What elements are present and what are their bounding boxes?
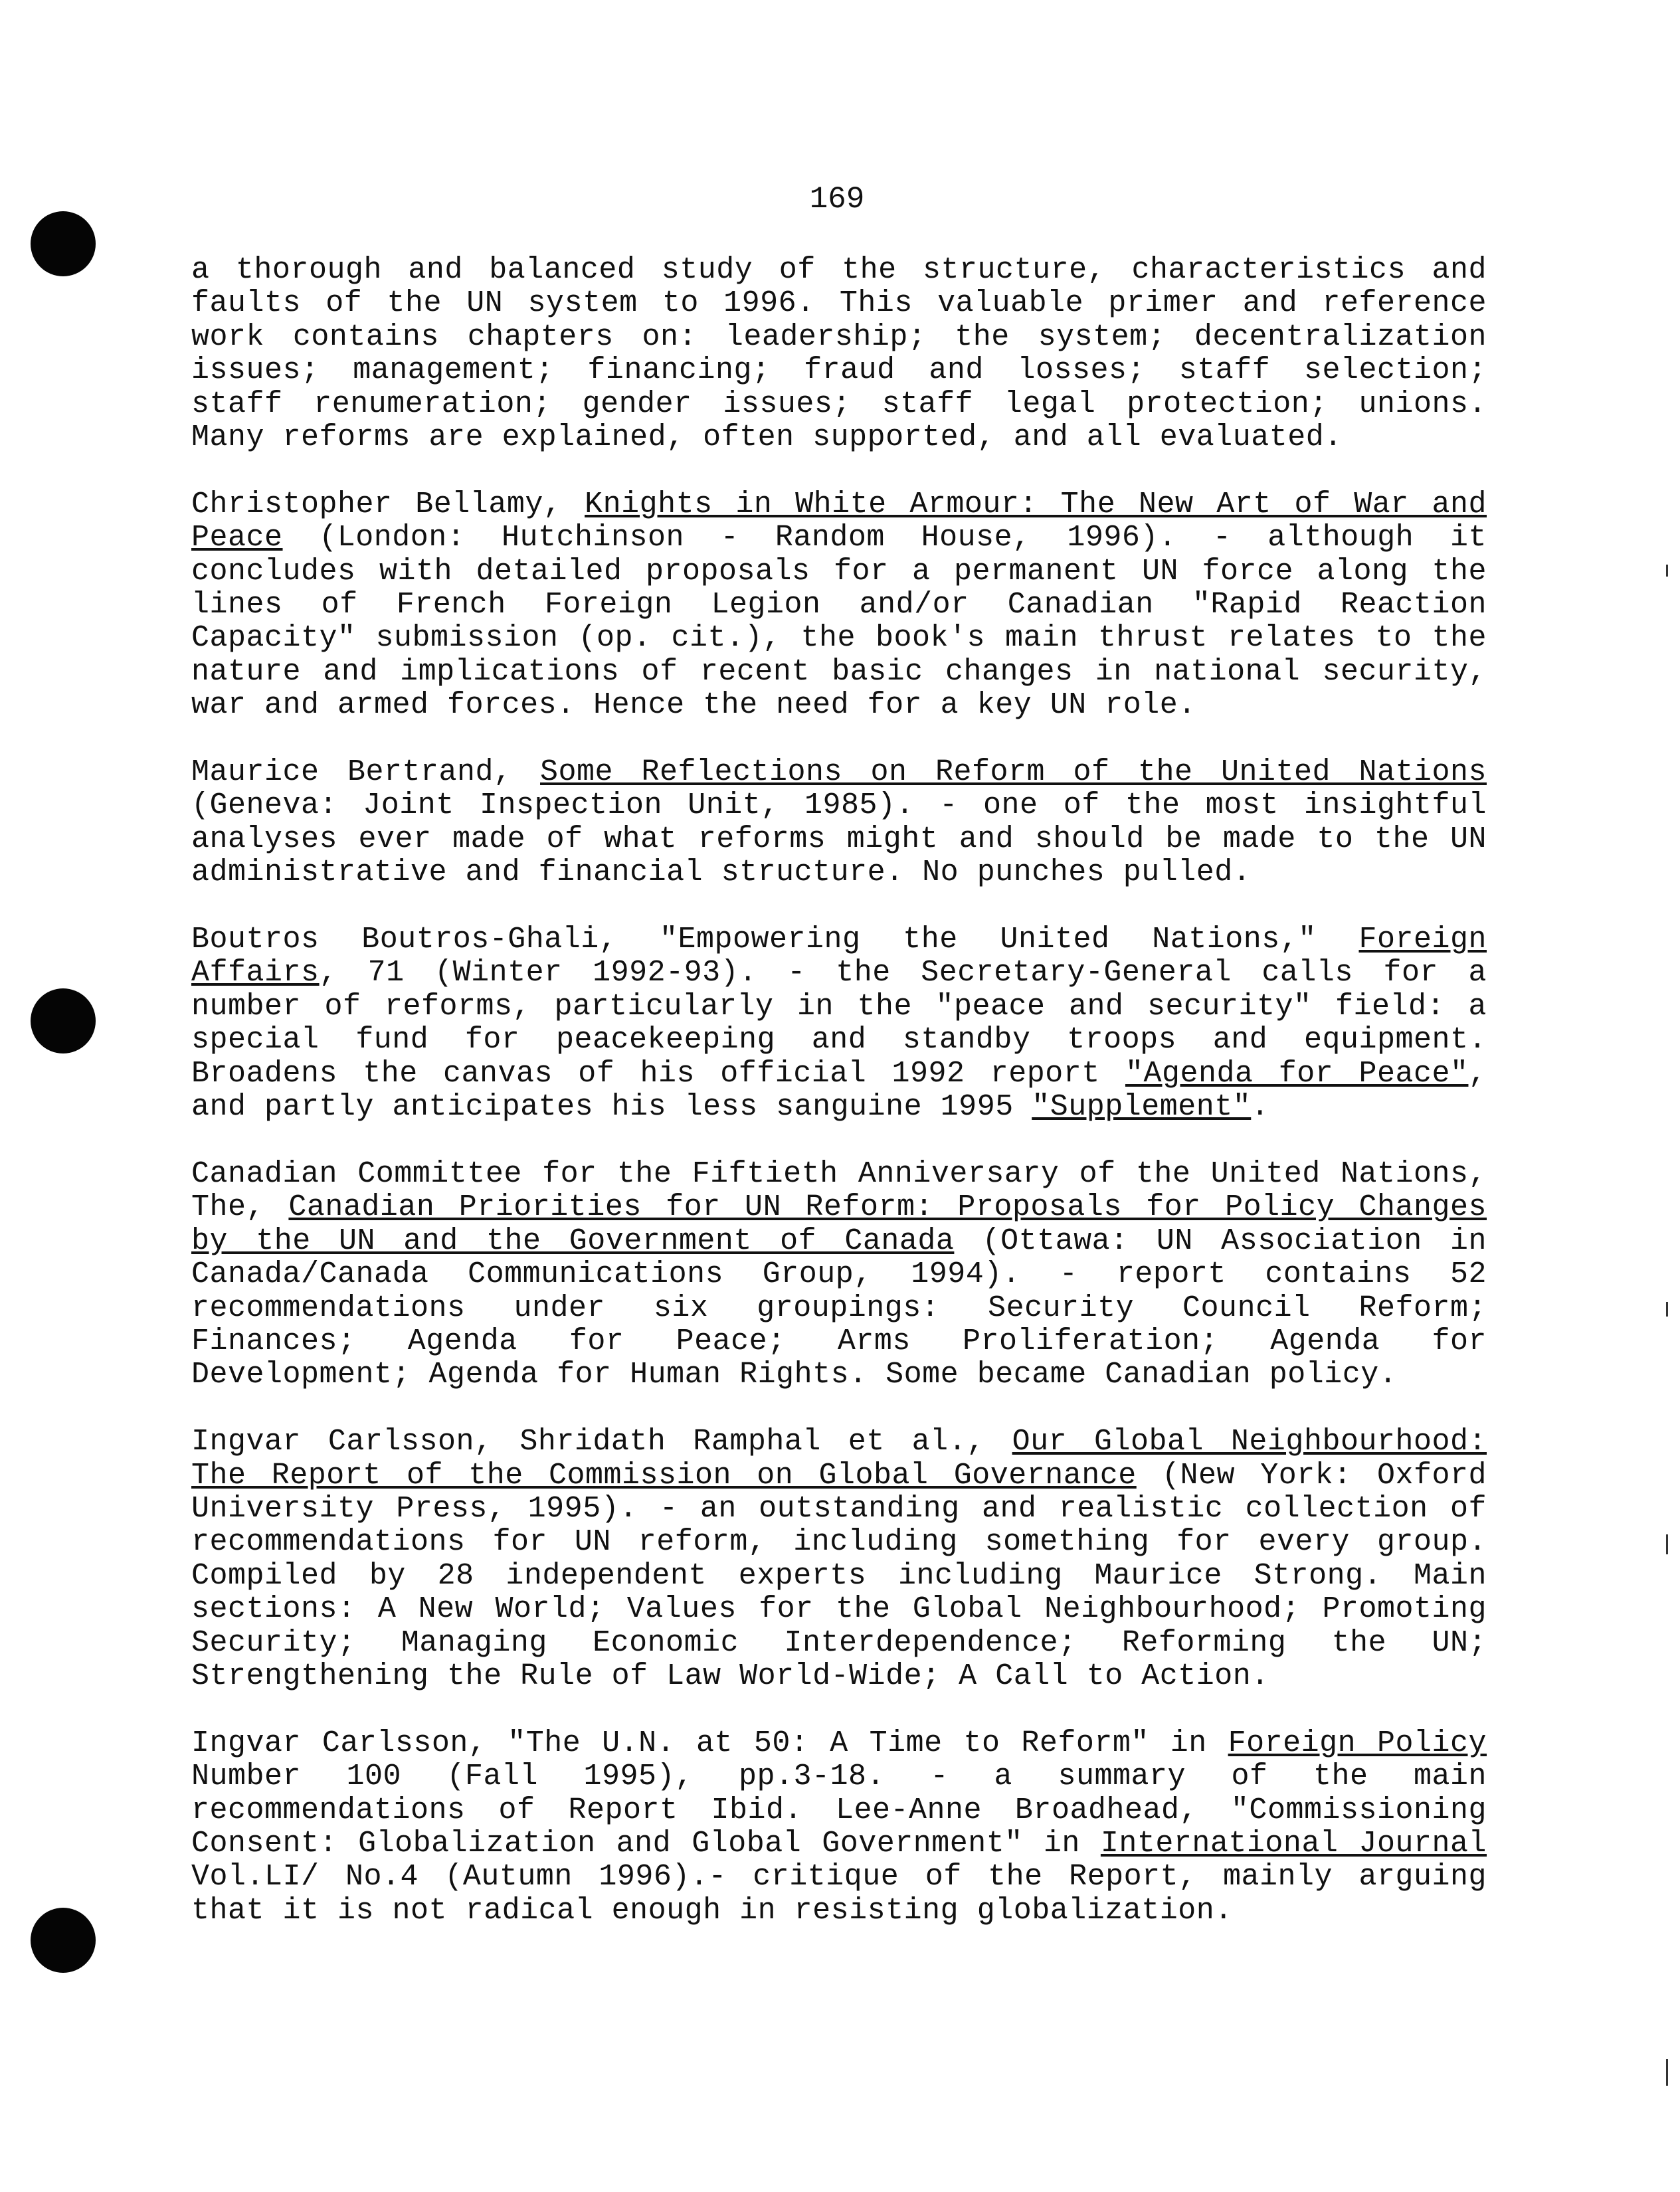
entry-journal: Foreign Affairs [191,923,1487,990]
entry-author: Ingvar Carlsson, "The U.N. at 50: A Time to Reform" in [191,1726,1228,1760]
entry-annotation: , 71 (Winter 1992-93). - the Secretary-General calls for a number of reforms, particularly in the "peace and security" field: a special fund for peacekeeping and standby troops and equipment. Broadens the canvas of his official 1992 report [191,956,1487,1091]
entry-annotation: (New York: Oxford University Press, 1995). - an outstanding and realistic collection of recommendations for UN reform, including something for every group. Compiled by 28 independent experts including Maurice Strong. Main sections: A New World; Values for the Global Neighbourhood; Promoting Security; Managing Economic Interdependence; Reforming the UN; Strengthening the Rule of Law World-Wide; A Call to Action. [191,1458,1487,1693]
bibliography-entry-carlsson-ramphal [191,1425,1487,1693]
binder-hole [31,211,96,276]
entry-annotation: (London: Hutchinson - Random House, 1996). - although it concludes with detailed proposals for a permanent UN force along the lines of French Foreign Legion and/or Canadian "Rapid Reaction Capacity" submission (op. cit.), the book's main thrust relates to the nature and implications of recent basic changes in national security, war and armed forces. Hence the need for a key UN role. [191,521,1487,723]
entry-annotation: (Ottawa: UN Association in Canada/Canada Communications Group, 1994). - report contains 52 recommendations under six groupings: Security Council Reform; Finances; Agenda for Peace; Arms Proliferation; Agenda for Development; Agenda for Human Rights. Some became Canadian policy. [191,1224,1487,1392]
bibliography-entry-bertrand [191,756,1487,890]
entry-annotation-end: Vol.LI/ No.4 (Autumn 1996).- critique of the Report, mainly arguing that it is not radical enough in resisting globalization. [191,1860,1487,1928]
bibliography-entry-boutros-ghali [191,923,1487,1124]
binder-hole [31,1908,96,1973]
entry-author: Ingvar Carlsson, Shridath Ramphal et al., [191,1425,1012,1459]
bibliography-entry-bellamy [191,488,1487,723]
bibliography-entry-canadian-committee [191,1158,1487,1392]
scan-speck [1666,2059,1668,2086]
bibliography-body [191,254,1487,1928]
scan-speck [1666,565,1668,577]
entry-title: Canadian Priorities for UN Reform: Proposals for Policy Changes by the UN and the Government of Canada [191,1190,1487,1258]
entry-text: a thorough and balanced study of the structure, characteristics and faults of the UN system to 1996. This valuable primer and reference work contains chapters on: leadership; the system; decentralization issues; management; financing; fraud and losses; staff selection; staff renumeration; gender issues; staff legal protection; unions. Many reforms are explained, often supported, and all evaluated. [191,253,1487,455]
entry-journal: Foreign Policy [1228,1726,1487,1760]
entry-author: Canadian Committee for the Fiftieth Anniversary of the United Nations, The, [191,1156,1487,1225]
entry-report-title: "Supplement" [1032,1090,1252,1125]
entry-title: Some Reflections on Reform of the United Nations [540,755,1487,790]
scan-speck [1666,1302,1668,1317]
scan-speck [1666,1534,1668,1554]
bibliography-entry-continuation [191,254,1487,454]
entry-annotation: Number 100 (Fall 1995), pp.3-18. - a summary of the main recommendations of Report Ibid. Lee-Anne Broadhead, "Commissioning Consent: Globalization and Global Government" in [191,1760,1487,1861]
entry-author: Boutros Boutros-Ghali, "Empowering the United Nations," [191,923,1359,957]
binder-hole [31,988,96,1053]
bibliography-entry-carlsson [191,1727,1487,1928]
entry-annotation-end: . [1251,1090,1269,1125]
entry-report-title: "Agenda for Peace" [1125,1056,1469,1091]
entry-title: Knights in White Armour: The New Art of War and Peace [191,487,1487,555]
entry-annotation: (Geneva: Joint Inspection Unit, 1985). - one of the most insightful analyses ever made of what reforms might and should be made to the UN administrative and financial structure. No punches pulled. [191,788,1487,890]
page-number: 169 [809,182,865,217]
entry-annotation-mid: , and partly anticipates his less sanguine 1995 [191,1056,1487,1125]
entry-author: Maurice Bertrand, [191,755,541,790]
entry-journal: International Journal [1100,1827,1487,1861]
entry-title: Our Global Neighbourhood: The Report of the Commission on Global Governance [191,1425,1487,1493]
entry-author: Christopher Bellamy, [191,487,585,521]
